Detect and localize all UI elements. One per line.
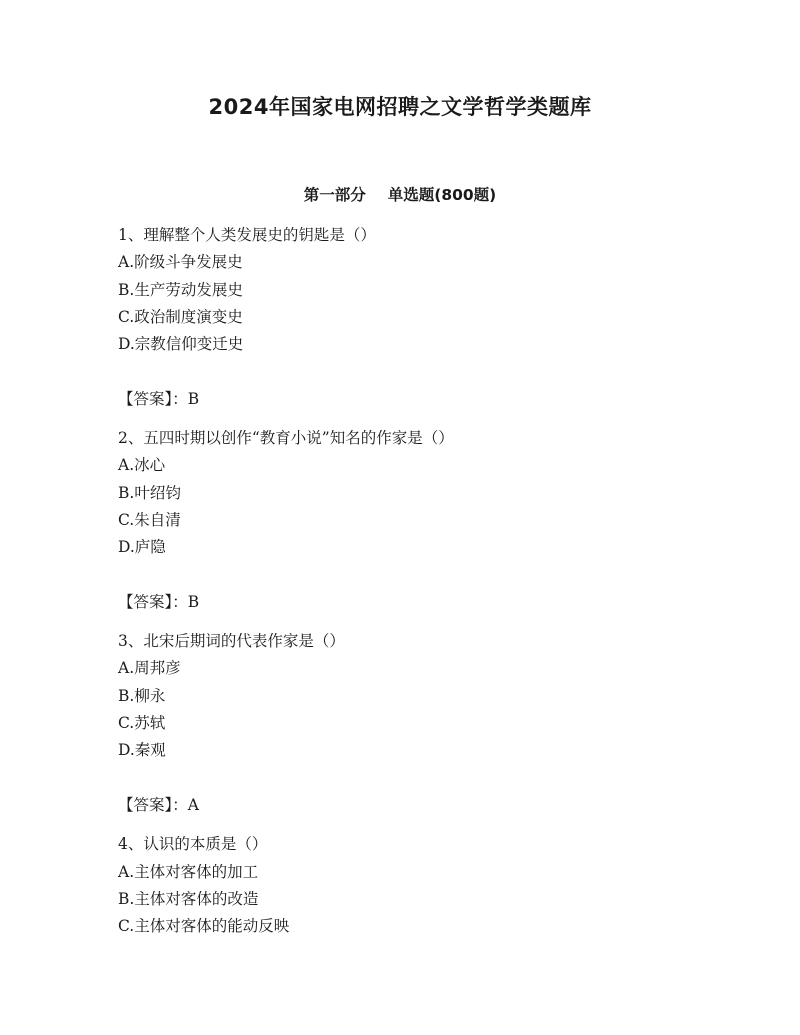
option-b: B.柳永: [118, 686, 166, 705]
section-part: 第一部分: [303, 186, 366, 204]
option-a: A.阶级斗争发展史: [118, 253, 243, 272]
option-a: A.周邦彦: [118, 659, 181, 678]
option-d: D.秦观: [118, 741, 166, 760]
option-a: A.冰心: [118, 456, 166, 475]
question-stem: 3、北宋后期词的代表作家是（）: [118, 632, 345, 651]
option-c: C.朱自清: [118, 510, 181, 529]
question-stem: 4、认识的本质是（）: [118, 835, 268, 854]
section-name: 单选题(800题): [387, 186, 497, 204]
option-c: C.政治制度演变史: [118, 307, 243, 326]
section-heading: [0, 183, 800, 207]
answer-label: 【答案】：: [118, 592, 188, 611]
answer-label: 【答案】：: [118, 389, 188, 408]
option-a: A.主体对客体的加工: [118, 862, 259, 881]
question-stem: 2、五四时期以创作“教育小说”知名的作家是（）: [118, 429, 454, 448]
question-block: [118, 628, 758, 819]
option-d: D.庐隐: [118, 538, 166, 557]
question-block: [118, 831, 758, 940]
answer-line: [118, 792, 758, 819]
document-title: 2024年国家电网招聘之文学哲学类题库: [208, 95, 592, 119]
answer-line: [118, 589, 758, 616]
option-b: B.叶绍钧: [118, 483, 181, 502]
option-d: D.宗教信仰变迁史: [118, 335, 244, 354]
answer-label: 【答案】：: [118, 795, 188, 814]
question-stem: 1、理解整个人类发展史的钥匙是（）: [118, 226, 376, 244]
answer-value: A: [187, 795, 199, 814]
answer-value: B: [187, 389, 200, 408]
question-list: [118, 222, 758, 940]
option-b: B.生产劳动发展史: [118, 280, 243, 299]
option-b: B.主体对客体的改造: [118, 889, 259, 908]
answer-line: [118, 386, 758, 413]
answer-value: B: [187, 592, 200, 611]
question-block: [118, 222, 758, 413]
option-c: C.苏轼: [118, 714, 166, 733]
option-c: C.主体对客体的能动反映: [118, 917, 290, 936]
question-block: [118, 425, 758, 616]
